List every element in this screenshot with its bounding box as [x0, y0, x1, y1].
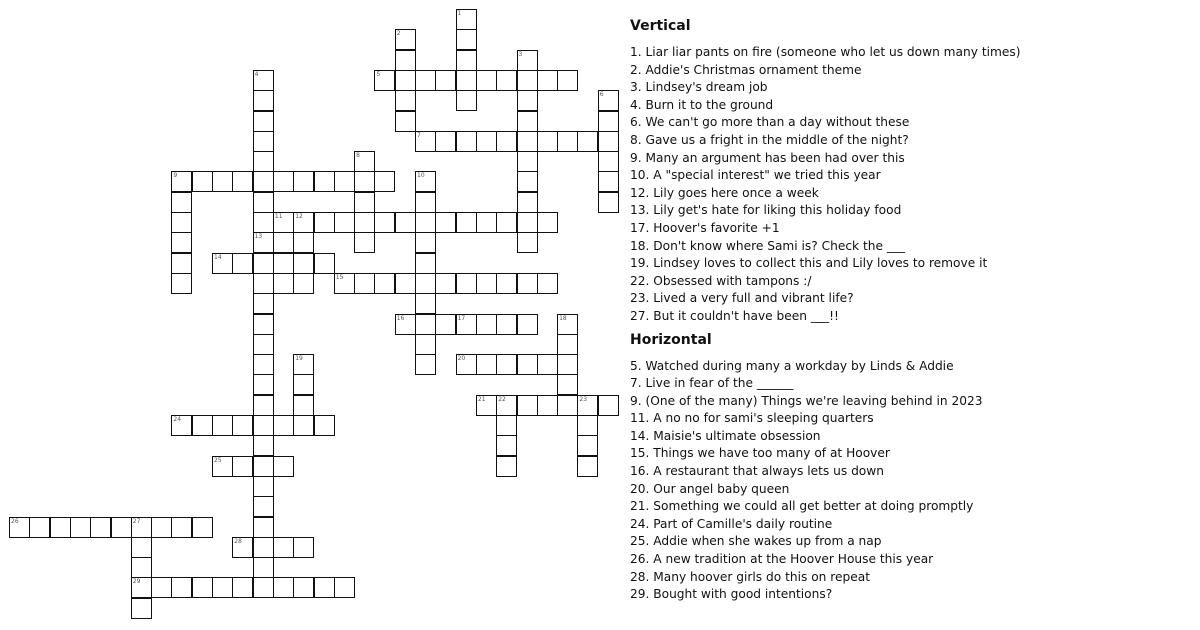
crossword-cell[interactable] — [496, 435, 517, 456]
crossword-cell[interactable] — [517, 171, 538, 192]
cell-number: 19 — [295, 355, 303, 363]
crossword-cell[interactable] — [537, 395, 558, 416]
crossword-cell[interactable] — [415, 171, 436, 192]
vertical-clue-4: 4. Burn it to the ground — [630, 97, 774, 112]
crossword-cell[interactable] — [598, 131, 619, 152]
crossword-cell[interactable] — [90, 517, 111, 538]
crossword-cell[interactable] — [232, 456, 253, 477]
crossword-cell[interactable] — [537, 70, 558, 91]
crossword-cell[interactable] — [577, 435, 598, 456]
crossword-cell[interactable] — [435, 273, 456, 294]
crossword-cell[interactable] — [192, 171, 213, 192]
crossword-cell[interactable] — [273, 577, 294, 598]
crossword-cell[interactable] — [354, 273, 375, 294]
crossword-cell[interactable] — [253, 476, 274, 497]
crossword-cell[interactable] — [314, 253, 335, 274]
crossword-cell[interactable] — [456, 354, 477, 375]
crossword-cell[interactable] — [537, 131, 558, 152]
crossword-cell[interactable] — [476, 314, 497, 335]
crossword-cell[interactable] — [192, 415, 213, 436]
vertical-clue-23: 23. Lived a very full and vibrant life? — [630, 291, 854, 306]
crossword-cell[interactable] — [354, 151, 375, 172]
crossword-cell[interactable] — [456, 314, 477, 335]
cell-number: 24 — [173, 416, 182, 423]
crossword-cell[interactable] — [496, 415, 517, 436]
crossword-cell[interactable] — [273, 537, 294, 558]
horizontal-heading: Horizontal — [630, 331, 712, 348]
horizontal-clue-16: 16. A restaurant that always lets us down — [630, 464, 884, 479]
crossword-cell[interactable] — [253, 212, 274, 233]
crossword-cell[interactable] — [598, 395, 619, 416]
horizontal-clue-21: 21. Something we could all get better at doing promptly — [630, 499, 974, 514]
crossword-cell[interactable] — [131, 537, 152, 558]
crossword-cell[interactable] — [415, 354, 436, 375]
crossword-cell[interactable] — [232, 253, 253, 274]
crossword-cell[interactable] — [395, 70, 416, 91]
crossword-cell[interactable] — [171, 232, 192, 253]
cell-number: 11 — [274, 213, 283, 220]
crossword-cell[interactable] — [537, 273, 558, 294]
crossword-cell[interactable] — [435, 70, 456, 91]
crossword-cell[interactable] — [232, 577, 253, 598]
crossword-cell[interactable] — [212, 577, 233, 598]
crossword-cell[interactable] — [131, 517, 152, 538]
vertical-clue-6: 6. We can't go more than a day without these — [630, 115, 910, 130]
horizontal-clue-14: 14. Maisie's ultimate obsession — [630, 428, 821, 443]
crossword-cell[interactable] — [577, 131, 598, 152]
crossword-cell[interactable] — [456, 9, 477, 30]
crossword-cell[interactable] — [293, 577, 314, 598]
crossword-cell[interactable] — [131, 598, 152, 619]
cell-number: 12 — [295, 213, 303, 220]
vertical-clue-10: 10. A "special interest" we tried this year — [630, 168, 881, 183]
crossword-cell[interactable] — [334, 212, 355, 233]
crossword-cell[interactable] — [171, 415, 192, 436]
cell-number: 28 — [234, 537, 242, 545]
cell-number: 15 — [335, 273, 344, 281]
vertical-clue-19: 19. Lindsey loves to collect this and Lily loves to remove it — [630, 256, 988, 271]
crossword-cell[interactable] — [476, 131, 497, 152]
crossword-cell[interactable] — [232, 415, 253, 436]
clue-panel — [630, 14, 1190, 610]
crossword-cell[interactable] — [273, 456, 294, 477]
crossword-cell[interactable] — [557, 70, 578, 91]
vertical-clue-1: 1. Liar liar pants on fire (someone who let us down many times) — [630, 45, 1021, 59]
cell-number: 17 — [457, 314, 466, 322]
crossword-cell[interactable] — [537, 354, 558, 375]
crossword-cell[interactable] — [273, 171, 294, 192]
vertical-clue-12: 12. Lily goes here once a week — [630, 185, 819, 200]
crossword-cell[interactable] — [50, 517, 71, 538]
crossword-cell[interactable] — [415, 131, 436, 152]
crossword-cell[interactable] — [435, 212, 456, 233]
crossword-cell[interactable] — [435, 314, 456, 335]
crossword-cell[interactable] — [456, 29, 477, 50]
cell-number: 1 — [457, 10, 462, 17]
crossword-cell[interactable] — [415, 293, 436, 314]
crossword-cell[interactable] — [557, 131, 578, 152]
crossword-cell[interactable] — [293, 537, 314, 558]
cell-number: 18 — [559, 314, 567, 322]
crossword-cell[interactable] — [395, 273, 416, 294]
horizontal-clue-7: 7. Live in fear of the ______ — [630, 376, 794, 391]
crossword-cell[interactable] — [29, 517, 50, 538]
crossword-cell[interactable] — [557, 314, 578, 335]
crossword-cell[interactable] — [253, 151, 274, 172]
crossword-cell[interactable] — [253, 70, 274, 91]
cell-number: 16 — [396, 314, 405, 322]
crossword-cell[interactable] — [415, 334, 436, 355]
crossword-cell[interactable] — [415, 314, 436, 335]
vertical-clue-27: 27. But it couldn't have been ___!! — [630, 308, 839, 323]
crossword-cell[interactable] — [253, 496, 274, 517]
crossword-cell[interactable] — [598, 90, 619, 111]
crossword-cell[interactable] — [496, 212, 517, 233]
cell-number: 5 — [376, 70, 381, 78]
cell-number: 13 — [254, 233, 263, 241]
crossword-cell[interactable] — [334, 171, 355, 192]
crossword-cell[interactable] — [456, 212, 477, 233]
crossword-cell[interactable] — [517, 354, 538, 375]
crossword-cell[interactable] — [395, 29, 416, 50]
crossword-cell[interactable] — [293, 253, 314, 274]
crossword-cell[interactable] — [253, 232, 274, 253]
crossword-cell[interactable] — [577, 395, 598, 416]
crossword-cell[interactable] — [253, 314, 274, 335]
crossword-cell[interactable] — [517, 90, 538, 111]
crossword-cell[interactable] — [253, 415, 274, 436]
cell-number: 7 — [417, 131, 421, 139]
crossword-cell[interactable] — [456, 50, 477, 71]
vertical-clue-17: 17. Hoover's favorite +1 — [630, 220, 780, 235]
crossword-cell[interactable] — [476, 273, 497, 294]
crossword-cell[interactable] — [131, 577, 152, 598]
crossword-cell[interactable] — [192, 577, 213, 598]
crossword-cell[interactable] — [354, 171, 375, 192]
crossword-cell[interactable] — [253, 171, 274, 192]
crossword-cell[interactable] — [395, 50, 416, 71]
crossword-cell[interactable] — [232, 537, 253, 558]
crossword-cell[interactable] — [314, 171, 335, 192]
crossword-cell[interactable] — [557, 395, 578, 416]
crossword-cell[interactable] — [171, 517, 192, 538]
crossword-cell[interactable] — [253, 90, 274, 111]
crossword-cell[interactable] — [314, 212, 335, 233]
crossword-cell[interactable] — [171, 273, 192, 294]
horizontal-clue-25: 25. Addie when she wakes up from a nap — [630, 534, 882, 549]
cell-number: 14 — [214, 253, 222, 261]
cell-number: 9 — [173, 172, 178, 180]
crossword-cell[interactable] — [131, 557, 152, 578]
crossword-cell[interactable] — [517, 232, 538, 253]
cell-number: 26 — [11, 517, 19, 525]
crossword-cell[interactable] — [293, 415, 314, 436]
crossword-cell[interactable] — [476, 354, 497, 375]
crossword-cell[interactable] — [395, 314, 416, 335]
crossword-cell[interactable] — [273, 212, 294, 233]
crossword-cell[interactable] — [395, 90, 416, 111]
crossword-cell[interactable] — [557, 374, 578, 395]
cell-number: 3 — [518, 50, 523, 58]
crossword-cell[interactable] — [456, 131, 477, 152]
crossword-cell[interactable] — [517, 192, 538, 213]
crossword-cell[interactable] — [415, 253, 436, 274]
crossword-cell[interactable] — [293, 171, 314, 192]
crossword-cell[interactable] — [496, 395, 517, 416]
crossword-cell[interactable] — [253, 273, 274, 294]
crossword-cell[interactable] — [496, 70, 517, 91]
crossword-cell[interactable] — [151, 517, 172, 538]
crossword-cell[interactable] — [334, 577, 355, 598]
crossword-cell[interactable] — [273, 415, 294, 436]
crossword-cell[interactable] — [171, 171, 192, 192]
crossword-cell[interactable] — [476, 70, 497, 91]
cell-number: 27 — [132, 517, 141, 525]
crossword-cell[interactable] — [456, 90, 477, 111]
crossword-cell[interactable] — [415, 232, 436, 253]
horizontal-clue-11: 11. A no no for sami's sleeping quarters — [630, 411, 874, 426]
crossword-cell[interactable] — [374, 273, 395, 294]
crossword-cell[interactable] — [293, 354, 314, 375]
horizontal-clue-15: 15. Things we have too many of at Hoover — [630, 446, 890, 461]
crossword-cell[interactable] — [456, 70, 477, 91]
vertical-clue-list — [630, 44, 1190, 326]
crossword-cell[interactable] — [598, 111, 619, 132]
crossword-cell[interactable] — [517, 395, 538, 416]
cell-number: 21 — [477, 395, 486, 403]
crossword-cell[interactable] — [435, 131, 456, 152]
crossword-cell[interactable] — [192, 517, 213, 538]
crossword-cell[interactable] — [496, 456, 517, 477]
crossword-cell[interactable] — [577, 456, 598, 477]
cell-number: 8 — [356, 152, 360, 160]
crossword-cell[interactable] — [293, 232, 314, 253]
crossword-cell[interactable] — [354, 192, 375, 213]
crossword-cell[interactable] — [415, 273, 436, 294]
crossword-cell[interactable] — [293, 374, 314, 395]
crossword-cell[interactable] — [415, 192, 436, 213]
crossword-cell[interactable] — [476, 395, 497, 416]
crossword-cell[interactable] — [598, 151, 619, 172]
crossword-cell[interactable] — [273, 273, 294, 294]
crossword-cell[interactable] — [293, 273, 314, 294]
crossword-cell[interactable] — [456, 273, 477, 294]
crossword-cell[interactable] — [253, 354, 274, 375]
horizontal-clue-list — [630, 358, 1190, 604]
crossword-cell[interactable] — [354, 212, 375, 233]
crossword-cell[interactable] — [171, 192, 192, 213]
crossword-cell[interactable] — [253, 435, 274, 456]
vertical-clue-9: 9. Many an argument has been had over this — [630, 150, 905, 165]
crossword-cell[interactable] — [273, 253, 294, 274]
crossword-cell[interactable] — [70, 517, 91, 538]
crossword-cell[interactable] — [476, 212, 497, 233]
crossword-cell[interactable] — [598, 171, 619, 192]
cell-number: 4 — [254, 70, 259, 78]
horizontal-clue-5: 5. Watched during many a workday by Linds & Addie — [630, 358, 954, 373]
crossword-cell[interactable] — [253, 456, 274, 477]
crossword-cell[interactable] — [253, 253, 274, 274]
crossword-cell[interactable] — [171, 253, 192, 274]
crossword-cell[interactable] — [314, 415, 335, 436]
vertical-clue-3: 3. Lindsey's dream job — [630, 80, 768, 95]
crossword-cell[interactable] — [253, 293, 274, 314]
crossword-cell[interactable] — [374, 212, 395, 233]
crossword-cell[interactable] — [314, 577, 335, 598]
crossword-cell[interactable] — [253, 334, 274, 355]
horizontal-clue-24: 24. Part of Camille's daily routine — [630, 516, 833, 531]
crossword-cell[interactable] — [374, 70, 395, 91]
horizontal-clue-29: 29. Bought with good intentions? — [630, 587, 833, 602]
crossword-cell[interactable] — [212, 253, 233, 274]
cell-number: 10 — [417, 172, 425, 180]
cell-number: 25 — [214, 456, 222, 464]
crossword-cell[interactable] — [354, 232, 375, 253]
crossword-cell[interactable] — [253, 557, 274, 578]
crossword-cell[interactable] — [537, 212, 558, 233]
crossword-cell[interactable] — [9, 517, 30, 538]
cell-number: 2 — [396, 30, 401, 38]
crossword-cell[interactable] — [557, 334, 578, 355]
crossword-cell[interactable] — [415, 212, 436, 233]
horizontal-clue-20: 20. Our angel baby queen — [630, 481, 790, 496]
cell-number: 22 — [498, 395, 506, 403]
horizontal-clue-26: 26. A new tradition at the Hoover House this year — [630, 552, 934, 567]
vertical-clue-18: 18. Don't know where Sami is? Check the ___ — [630, 238, 906, 253]
horizontal-clue-28: 28. Many hoover girls do this on repeat — [630, 569, 870, 584]
crossword-cell[interactable] — [517, 111, 538, 132]
crossword-cell[interactable] — [577, 415, 598, 436]
vertical-clue-8: 8. Gave us a fright in the middle of the night? — [630, 132, 909, 147]
cell-number: 23 — [579, 395, 588, 403]
crossword-cell[interactable] — [253, 537, 274, 558]
crossword-cell[interactable] — [395, 212, 416, 233]
vertical-clue-2: 2. Addie's Christmas ornament theme — [630, 62, 862, 77]
crossword-cell[interactable] — [293, 395, 314, 416]
crossword-cell[interactable] — [293, 212, 314, 233]
crossword-cell[interactable] — [212, 171, 233, 192]
crossword-cell[interactable] — [517, 70, 538, 91]
crossword-cell[interactable] — [253, 374, 274, 395]
crossword-cell[interactable] — [517, 131, 538, 152]
crossword-cell[interactable] — [212, 456, 233, 477]
crossword-cell[interactable] — [253, 577, 274, 598]
crossword-cell[interactable] — [253, 192, 274, 213]
crossword-cell[interactable] — [334, 273, 355, 294]
vertical-clue-22: 22. Obsessed with tampons :/ — [630, 273, 812, 288]
crossword-cell[interactable] — [517, 151, 538, 172]
crossword-cell[interactable] — [374, 171, 395, 192]
crossword-cell[interactable] — [253, 395, 274, 416]
vertical-clue-13: 13. Lily get's hate for liking this holiday food — [630, 203, 902, 218]
crossword-cell[interactable] — [415, 70, 436, 91]
cell-number: 6 — [599, 91, 604, 99]
crossword-cell[interactable] — [517, 314, 538, 335]
crossword-cell[interactable] — [517, 273, 538, 294]
crossword-cell[interactable] — [557, 354, 578, 375]
horizontal-clue-9: 9. (One of the many) Things we're leaving behind in 2023 — [630, 393, 983, 408]
crossword-cell[interactable] — [517, 212, 538, 233]
crossword-cell[interactable] — [517, 50, 538, 71]
crossword-cell[interactable] — [273, 232, 294, 253]
crossword-cell[interactable] — [395, 111, 416, 132]
crossword-cell[interactable] — [253, 517, 274, 538]
crossword-cell[interactable] — [253, 111, 274, 132]
crossword-cell[interactable] — [111, 517, 132, 538]
vertical-heading: Vertical — [630, 18, 691, 34]
crossword-cell[interactable] — [171, 577, 192, 598]
crossword-cell[interactable] — [496, 273, 517, 294]
crossword-cell[interactable] — [253, 131, 274, 152]
crossword-cell[interactable] — [496, 131, 517, 152]
crossword-cell[interactable] — [496, 314, 517, 335]
crossword-cell[interactable] — [598, 192, 619, 213]
crossword-cell[interactable] — [232, 171, 253, 192]
cell-number: 20 — [457, 355, 466, 363]
crossword-cell[interactable] — [171, 212, 192, 233]
crossword-cell[interactable] — [151, 577, 172, 598]
crossword-cell[interactable] — [212, 415, 233, 436]
crossword-cell[interactable] — [496, 354, 517, 375]
cell-number: 29 — [132, 578, 141, 586]
